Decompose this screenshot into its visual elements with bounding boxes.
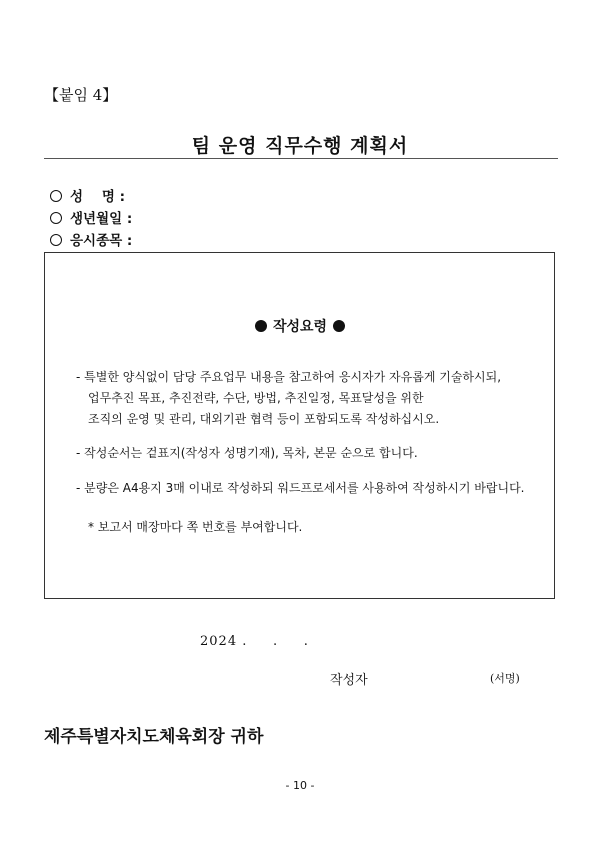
circle-bullet-icon (50, 212, 62, 224)
birthdate-label: 생년월일 (70, 211, 123, 227)
guide-line-3: 조직의 운영 및 관리, 대외기관 협력 등이 포함되도록 작성하십시오. (88, 412, 440, 426)
name-label: 성 명 (70, 189, 115, 205)
guide-line-6: * 보고서 매장마다 쪽 번호를 부여합니다. (88, 520, 303, 534)
signature-label: (서명) (490, 672, 520, 685)
guide-line-2: 업무추진 목표, 추진전략, 수단, 방법, 추진일정, 목표달성을 위한 (88, 391, 424, 405)
event-colon: : (126, 233, 133, 249)
addressee: 제주특별자치도체육회장 귀하 (44, 727, 264, 747)
event-field (50, 229, 132, 249)
filled-circle-icon (333, 320, 345, 332)
filled-circle-icon (255, 320, 267, 332)
attachment-label: 【붙임 4】 (44, 86, 118, 104)
title-divider (44, 158, 558, 159)
document-title: 팀 운영 직무수행 계획서 (191, 135, 409, 157)
name-colon: : (119, 189, 125, 205)
date-line: 2024 . . . (200, 634, 309, 649)
circle-bullet-icon (50, 234, 62, 246)
guide-line-1: - 특별한 양식없이 담당 주요업무 내용을 참고하여 응시자가 자유롭게 기술하시되, (76, 370, 502, 384)
guide-heading-text: 작성요령 (272, 319, 328, 335)
guide-heading (0, 316, 600, 336)
birthdate-field (50, 207, 132, 227)
birthdate-colon: : (126, 211, 133, 227)
event-label: 응시종목 (70, 233, 123, 249)
page-number: - 10 - (285, 779, 315, 792)
guide-line-5: - 분량은 A4용지 3매 이내로 작성하되 워드프로세서를 사용하여 작성하시기 바랍니다. (76, 481, 525, 495)
name-field (50, 185, 125, 205)
circle-bullet-icon (50, 190, 62, 202)
author-label: 작성자 (330, 673, 368, 688)
guide-line-4: - 작성순서는 겉표지(작성자 성명기재), 목차, 본문 순으로 합니다. (76, 446, 418, 460)
